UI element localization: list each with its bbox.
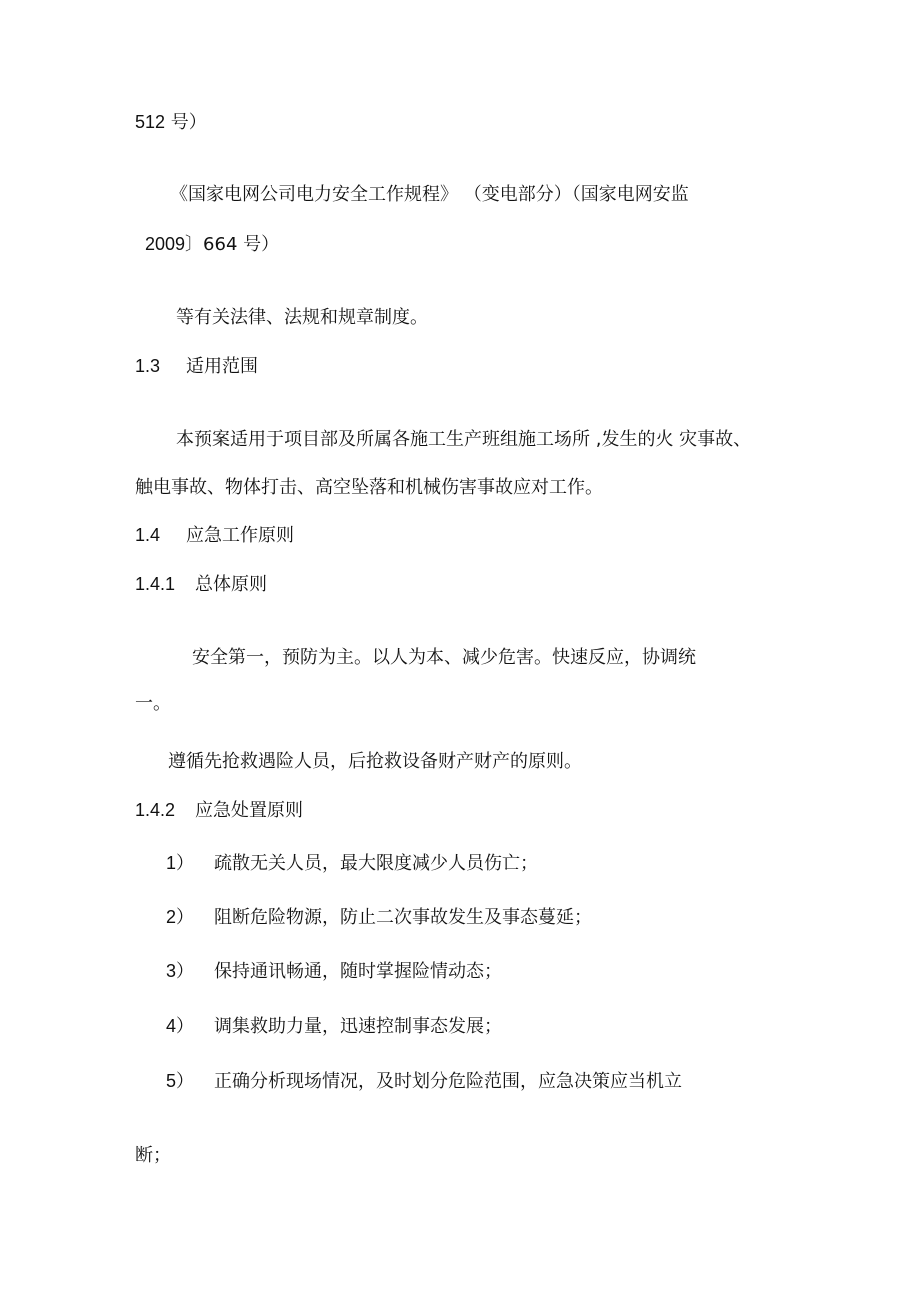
section-title: 应急工作原则	[186, 525, 295, 546]
paragraph-continuation	[135, 692, 171, 716]
reference-title-line	[170, 183, 689, 207]
list-item	[166, 1069, 682, 1093]
reference-title: 《国家电网公司电力安全工作规程》 （变电部分）（国家电网安监	[170, 184, 689, 205]
list-item-continuation	[135, 1144, 171, 1168]
subsection-number: 1.4.1	[135, 574, 176, 594]
paragraph	[176, 428, 751, 452]
reference-suffix: 号）	[165, 112, 207, 133]
paragraph-text: 一。	[135, 693, 171, 714]
list-item-text: 保持通讯畅通，随时掌握险情动态；	[214, 961, 503, 982]
list-item-number: 2）	[166, 907, 195, 927]
reference-code: 〕664 号）	[185, 234, 280, 255]
list-item	[166, 1014, 502, 1038]
list-item-text: 调集救助力量，迅速控制事态发展；	[214, 1016, 503, 1037]
paragraph-text: 等有关法律、法规和规章制度。	[176, 307, 428, 328]
list-item-number: 1）	[166, 853, 195, 873]
subsection-heading	[135, 798, 303, 822]
paragraph-text: 遵循先抢救遇险人员，后抢救设备财产财产的原则。	[168, 751, 582, 772]
reference-number: 512	[135, 112, 166, 132]
list-item	[166, 905, 592, 929]
list-item-text: 断；	[135, 1145, 171, 1166]
list-item-number: 4）	[166, 1016, 195, 1036]
paragraph	[176, 306, 428, 330]
section-number: 1.3	[135, 356, 161, 376]
paragraph-text: 安全第一，预防为主。以人为本、减少危害。快速反应，协调统	[192, 647, 696, 668]
subsection-title: 总体原则	[195, 574, 268, 595]
subsection-title: 应急处置原则	[195, 800, 304, 821]
list-item-text: 阻断危险物源，防止二次事故发生及事态蔓延；	[214, 907, 593, 928]
section-heading	[135, 354, 258, 378]
list-item-number: 5）	[166, 1071, 195, 1091]
list-item-text: 疏散无关人员，最大限度减少人员伤亡；	[214, 853, 539, 874]
section-title: 适用范围	[186, 356, 259, 377]
subsection-number: 1.4.2	[135, 800, 176, 820]
section-heading	[135, 523, 294, 547]
paragraph	[168, 750, 582, 774]
paragraph-continuation	[135, 476, 603, 500]
subsection-heading	[135, 572, 267, 596]
reference-code-line	[145, 232, 279, 256]
reference-year: 2009	[145, 234, 186, 254]
list-item	[166, 959, 502, 983]
paragraph-text: 本预案适用于项目部及所属各施工生产班组施工场所 ,发生的火 灾事故、	[176, 429, 752, 450]
list-item-number: 3）	[166, 961, 195, 981]
reference-line-end	[135, 110, 207, 134]
section-number: 1.4	[135, 525, 161, 545]
paragraph-text: 触电事故、物体打击、高空坠落和机械伤害事故应对工作。	[135, 477, 603, 498]
paragraph	[192, 646, 696, 670]
list-item	[166, 851, 538, 875]
list-item-text: 正确分析现场情况，及时划分危险范围，应急决策应当机立	[214, 1071, 683, 1092]
